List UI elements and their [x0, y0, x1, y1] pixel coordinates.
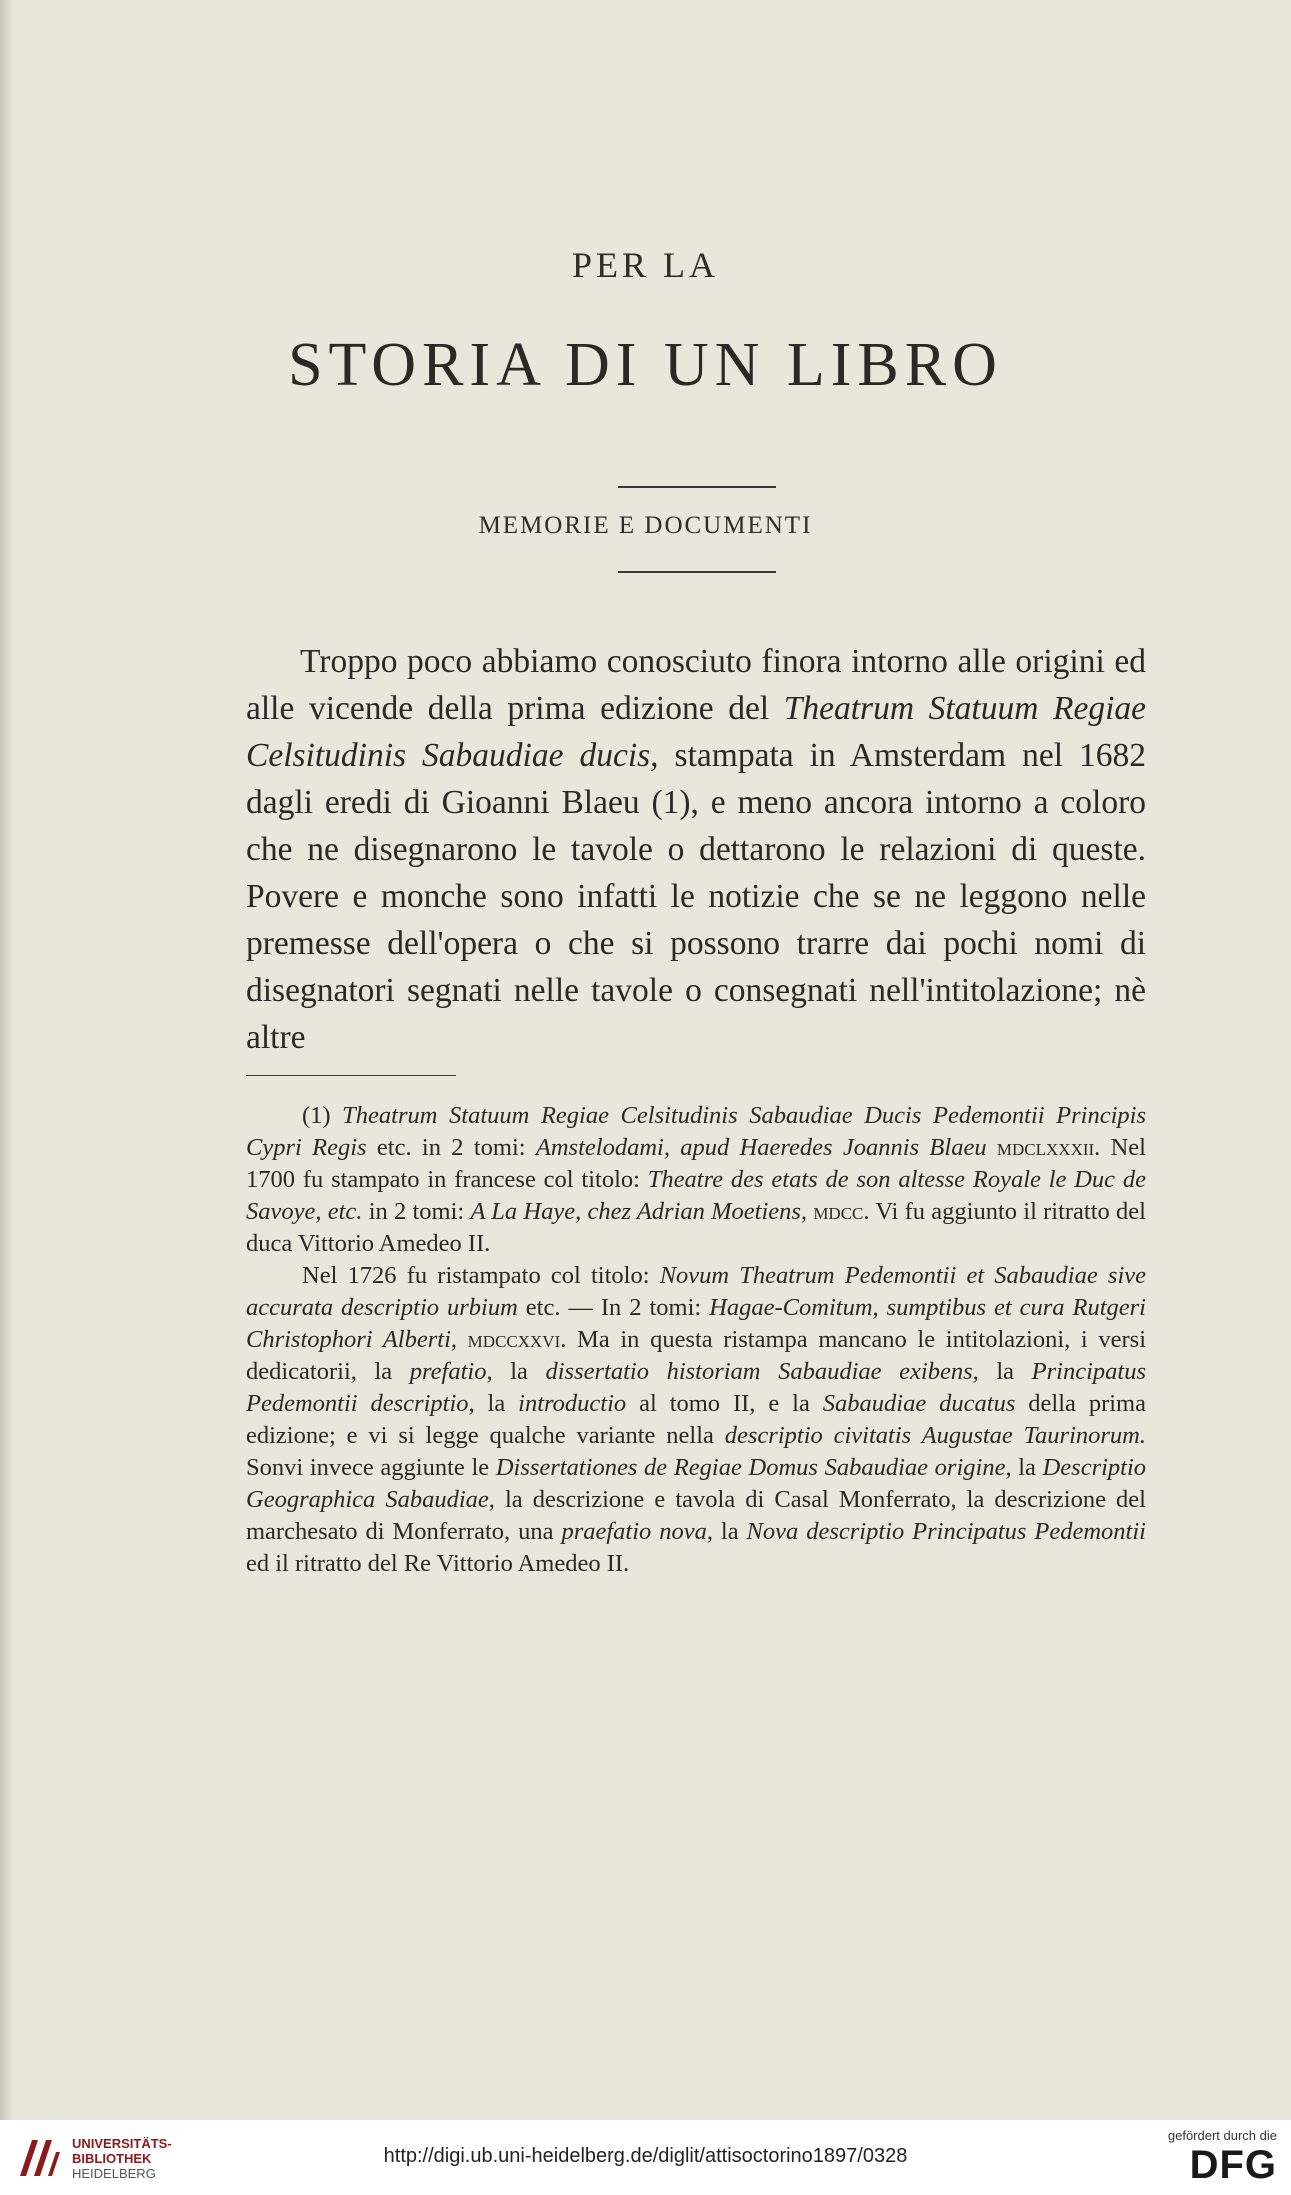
- dfg-caption: gefördert durch die: [1167, 2128, 1277, 2143]
- footnote-italic-run: Sabaudiae ducatus: [822, 1390, 1016, 1417]
- footnote-italic-run: prefatio,: [409, 1358, 493, 1385]
- footnote-italic-run: Theatrum Statuum Regiae Celsitudinis Sabaudiae Ducis Pedemontii Principis Cypri Regis: [246, 1102, 1146, 1161]
- permalink-url[interactable]: http://digi.ub.uni-heidelberg.de/diglit/attisoctorino1897/0328: [383, 2145, 908, 2167]
- footnote-italic-run: introductio: [518, 1390, 627, 1417]
- footnote-italic-run: Amstelodami, apud Haeredes Joannis Blaeu: [535, 1134, 987, 1161]
- footnote-smallcaps-run: mdcc: [807, 1198, 864, 1225]
- footnote-2: [246, 1260, 1146, 1580]
- footnote-text-run: etc. in 2 tomi:: [366, 1134, 536, 1161]
- footnote-text-run: in 2 tomi:: [362, 1198, 471, 1225]
- footnote-text-run: (1): [302, 1102, 343, 1129]
- footnote-italic-run: Dissertationes de Regiae Domus Sabaudiae origine,: [495, 1454, 1012, 1481]
- footnote-italic-run: praefatio nova,: [561, 1518, 713, 1545]
- title-rule-top: [618, 486, 776, 488]
- dfg-logo-icon: DFG: [1189, 2143, 1277, 2187]
- footnote-italic-run: dissertatio historiam Sabaudiae exibens,: [545, 1358, 979, 1385]
- footnote-text-run: la descrizione e tavola di Casal Monferrato, la descrizione del marchesato di Monferrato, una: [246, 1486, 1146, 1545]
- body-paragraph: [246, 638, 1146, 1061]
- running-title: PER LA: [571, 245, 719, 285]
- footnote-separator: [246, 1075, 456, 1076]
- footnote-italic-run: Principatus Pedemontii descriptio,: [246, 1358, 1146, 1417]
- footnote-text-run: Sonvi invece aggiunte le: [246, 1454, 496, 1481]
- footnote-italic-run: Novum Theatrum Pedemontii et Sabaudiae sive accurata descriptio urbium: [246, 1262, 1146, 1321]
- page-title: STORIA DI UN LIBRO: [288, 331, 1003, 399]
- body-text-run: Troppo poco abbiamo conosciuto finora intorno alle origini ed alle vicende della prima edizione del: [246, 643, 1146, 727]
- footnote-text-run: ed il ritratto del Re Vittorio Amedeo II.: [246, 1550, 630, 1577]
- footnote-italic-run: Descriptio Geographica Sabaudiae,: [246, 1454, 1147, 1513]
- footnote-text-run: la: [492, 1358, 546, 1385]
- footnote-smallcaps-run: mdccxxvi: [457, 1326, 561, 1353]
- body-italic-run: Theatrum Statuum Regiae Celsitudinis Sabaudiae ducis,: [246, 690, 1147, 774]
- footnote-1: [246, 1100, 1146, 1260]
- footnote-text-run: Nel 1726 fu ristampato col titolo:: [302, 1262, 660, 1289]
- subtitle: MEMORIE E DOCUMENTI: [478, 512, 813, 539]
- title-rule-bottom: [618, 571, 776, 573]
- dfg-sponsor-logo[interactable]: [1137, 2128, 1277, 2187]
- footnote-italic-run: Nova descriptio Principatus Pedemontii: [746, 1518, 1146, 1545]
- viewer-footer: [0, 2120, 1291, 2195]
- footnote-text-run: la: [1011, 1454, 1043, 1481]
- footnote-italic-run: Theatre des etats de son altesse Royale le Duc de Savoye, etc.: [246, 1166, 1146, 1225]
- footnote-text-run: la: [474, 1390, 519, 1417]
- logo-line: HEIDELBERG: [72, 2166, 156, 2181]
- footnote-text-run: la: [978, 1358, 1032, 1385]
- footnote-text-run: al tomo II, e la: [626, 1390, 823, 1417]
- logo-line: BIBLIOTHEK: [72, 2151, 152, 2166]
- footnote-italic-run: A La Haye, chez Adrian Moetiens,: [470, 1198, 808, 1225]
- logo-line: UNIVERSITÄTS-: [72, 2136, 172, 2151]
- footnote-text-run: etc. — In 2 tomi:: [517, 1294, 710, 1321]
- footnote-smallcaps-run: mdclxxxii: [986, 1134, 1095, 1161]
- footnotes: [246, 1100, 1146, 1580]
- footnote-italic-run: Hagae-Comitum, sumptibus et cura Rutgeri Christophori Alberti,: [246, 1294, 1146, 1353]
- body-text-run: stampata in Amsterdam nel 1682 dagli eredi di Gioanni Blaeu (1), e meno ancora intorno a coloro che ne disegnarono le tavole o dettarono le relazioni di queste. Povere e monche sono infatti le notizie che se ne leggono nelle premesse dell'opera o che si possono trarre dai pochi nomi di disegnatori segnati nelle tavole o consegnati nell'intitolazione; nè altre: [246, 737, 1146, 1056]
- footnote-text-run: . Nel 1700 fu stampato in francese col titolo:: [246, 1134, 1146, 1193]
- footnote-text-run: . Vi fu aggiunto il ritratto del duca Vittorio Amedeo II.: [246, 1198, 1146, 1257]
- footnote-text-run: la: [712, 1518, 747, 1545]
- page-spine-shadow: [0, 0, 14, 2120]
- footnote-text-run: della prima edizione; e vi si legge qualche variante nella: [246, 1390, 1146, 1449]
- footnote-italic-run: descriptio civitatis Augustae Taurinorum.: [724, 1422, 1146, 1449]
- footnote-text-run: . Ma in questa ristampa mancano le intitolazioni, i versi dedicatorii, la: [246, 1326, 1147, 1385]
